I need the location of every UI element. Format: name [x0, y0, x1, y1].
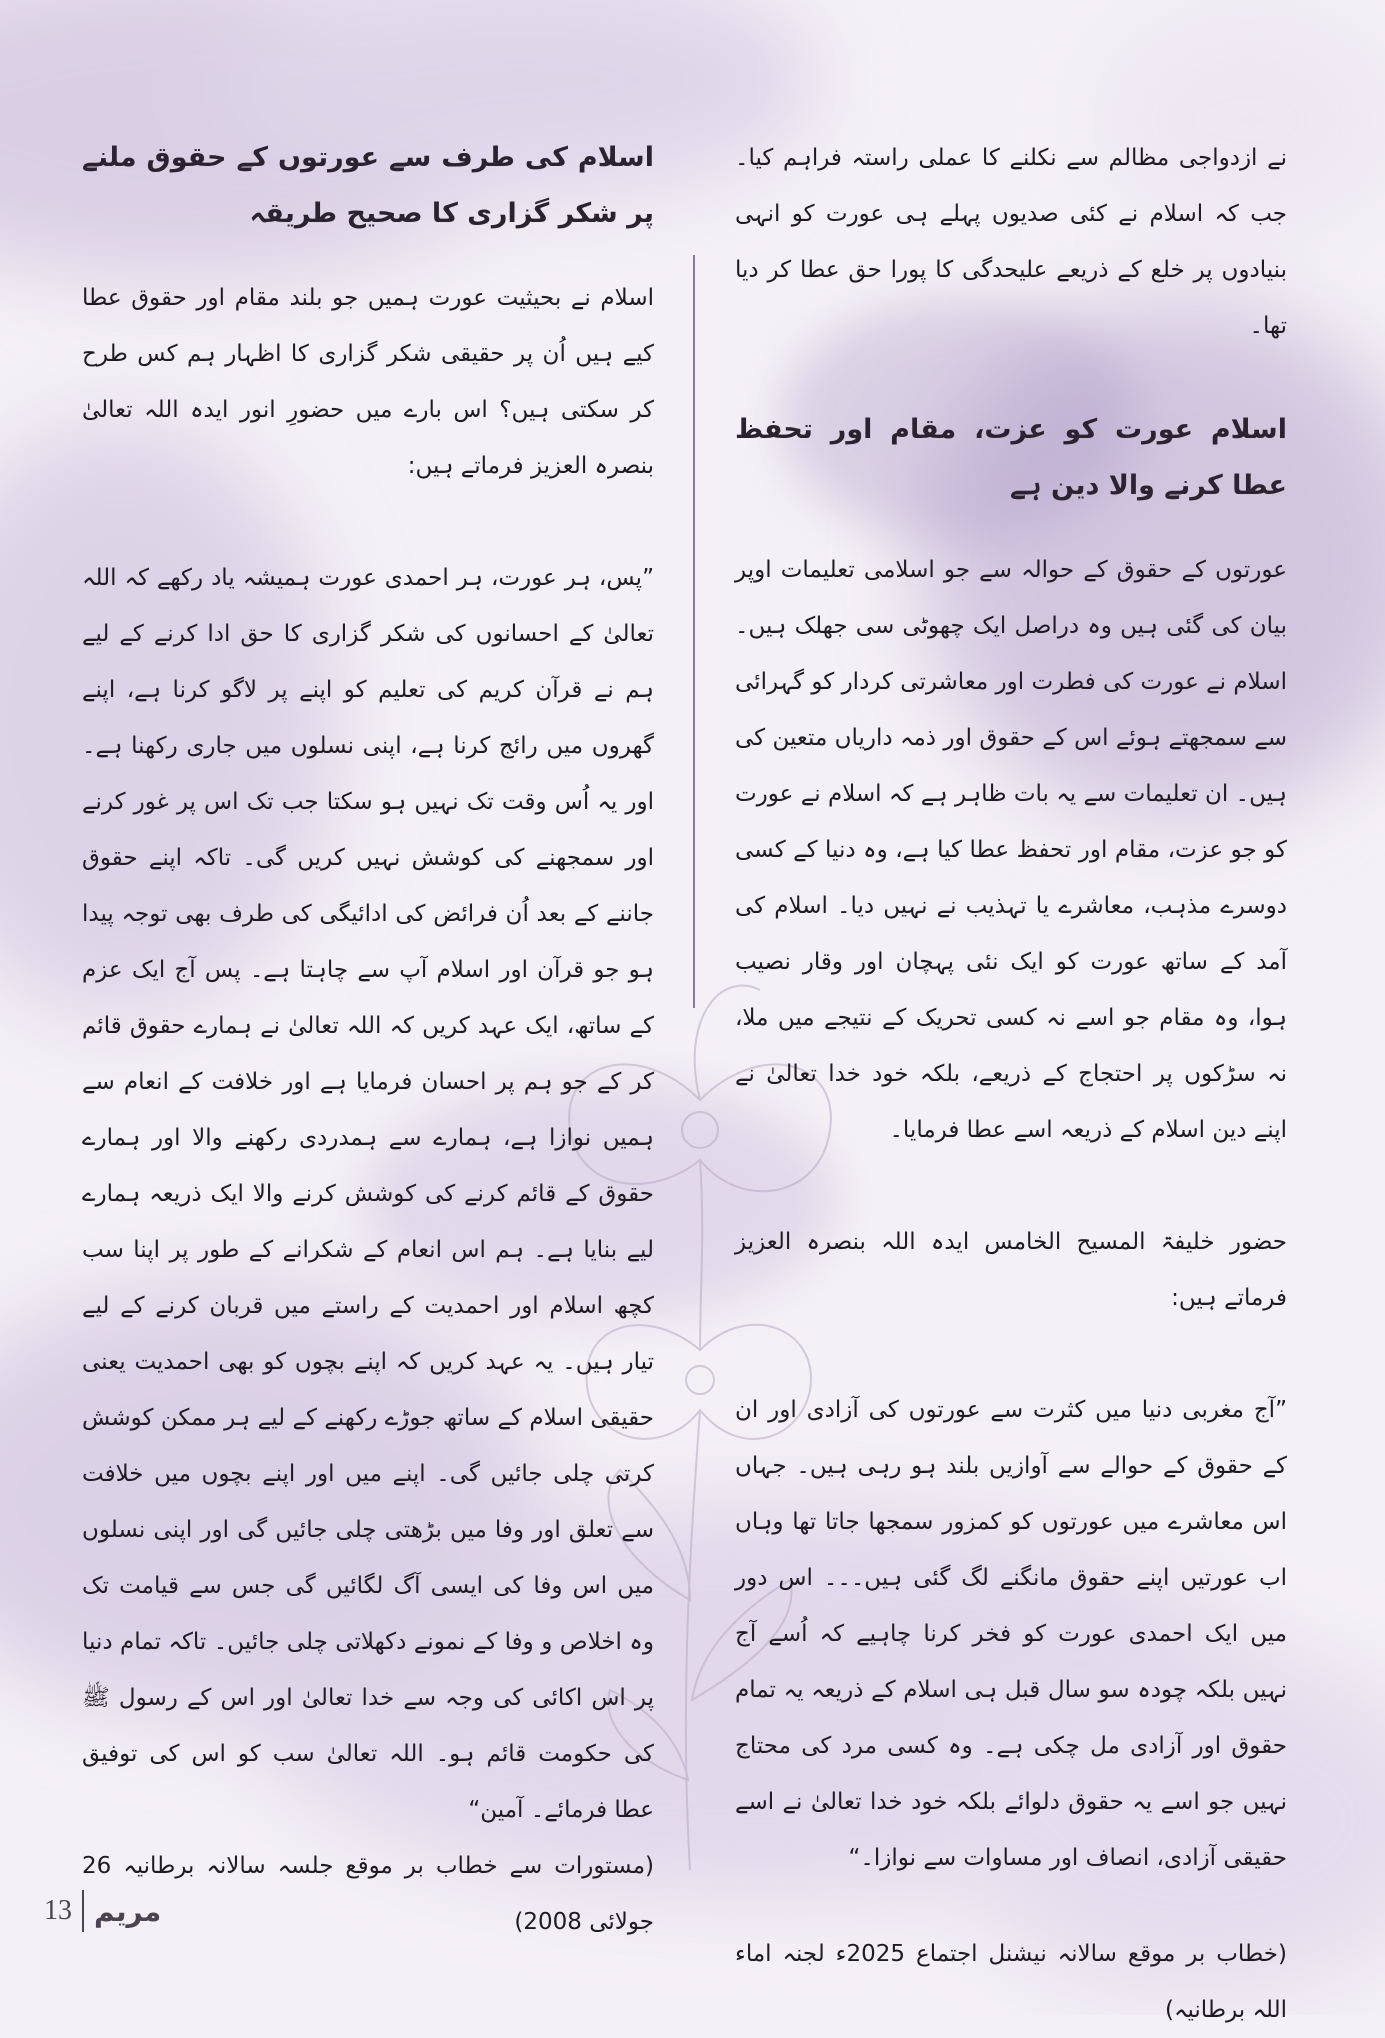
- column-divider: [693, 255, 695, 1008]
- magazine-name: مریم: [94, 1894, 162, 1928]
- left-quote-source: (مستورات سے خطاب بر موقع جلسہ سالانہ برطانیہ 26 جولائی 2008): [82, 1853, 654, 1935]
- left-column: [82, 130, 654, 1950]
- page-number: 13: [44, 1895, 72, 1926]
- right-quote: ”آج مغربی دنیا میں کثرت سے عورتوں کی آزادی اور ان کے حقوق کے حوالے سے آوازیں بلند ہو رہی ہیں۔ جہاں اس معاشرے میں عورتوں کو کمزور سمجھا جاتا تھا وہاں اب عورتیں اپنے حقوق مانگنے لگ گئی ہیں۔۔۔ اس دور میں ایک احمدی عورت کو فخر کرنا چاہیے کہ اُسے آج نہیں بلکہ چودہ سو سال قبل ہی اسلام کے ذریعہ یہ تمام حقوق اور آزادی مل چکی ہے۔ وہ کسی مرد کی محتاج نہیں جو اسے یہ حقوق دلوائے بلکہ خود خدا تعالیٰ نے اسے حقیقی آزادی، انصاف اور مساوات سے نوازا۔“: [735, 1397, 1287, 1871]
- right-quote-source: (خطاب بر موقع سالانہ نیشنل اجتماع 2025ء لجنہ اماء اللہ برطانیہ): [735, 1941, 1287, 2023]
- left-intro-paragraph: اسلام نے بحیثیت عورت ہمیں جو بلند مقام اور حقوق عطا کیے ہیں اُن پر حقیقی شکر گزاری کا اظہار ہم کس طرح کر سکتی ہیں؟ اس بارے میں حضورِ انور ایدہ اللہ تعالیٰ بنصرہ العزیز فرماتے ہیں:: [82, 285, 654, 479]
- right-body-paragraph: عورتوں کے حقوق کے حوالہ سے جو اسلامی تعلیمات اوپر بیان کی گئی ہیں وہ دراصل ایک چھوٹی سی جھلک ہیں۔ اسلام نے عورت کی فطرت اور معاشرتی کردار کو گہرائی سے سمجھتے ہوئے اس کے حقوق اور ذمہ داریاں متعین کی ہیں۔ ان تعلیمات سے یہ بات ظاہر ہے کہ اسلام نے عورت کو جو عزت، مقام اور تحفظ عطا کیا ہے، وہ دنیا کے کسی دوسرے مذہب، معاشرے یا تہذیب نے نہیں دیا۔ اسلام کی آمد کے ساتھ عورت کو ایک نئی پہچان اور وقار نصیب ہوا، وہ مقام جو اسے نہ کسی تحریک کے نتیجے میں ملا، نہ سڑکوں پر احتجاج کے ذریعے، بلکہ خود خدا تعالیٰ نے اپنے دین اسلام کے ذریعہ اسے عطا فرمایا۔: [735, 557, 1287, 1143]
- right-attribution: حضور خلیفۃ المسیح الخامس ایدہ اللہ بنصرہ العزیز فرماتے ہیں:: [735, 1229, 1287, 1311]
- right-section-heading: اسلام عورت کو عزت، مقام اور تحفظ عطا کرنے والا دین ہے: [735, 414, 1287, 501]
- right-column: [735, 130, 1287, 2038]
- right-intro-paragraph: نے ازدواجی مظالم سے نکلنے کا عملی راستہ فراہم کیا۔ جب کہ اسلام نے کئی صدیوں پہلے ہی عورت کو انہی بنیادوں پر خلع کے ذریعے علیحدگی کا پورا حق عطا کر دیا تھا۔: [735, 145, 1287, 339]
- left-section-heading: اسلام کی طرف سے عورتوں کے حقوق ملنے پر شکر گزاری کا صحیح طریقہ: [82, 142, 654, 229]
- footer-divider: [82, 1890, 84, 1932]
- page-footer: [44, 1888, 161, 1934]
- left-quote: ”پس، ہر عورت، ہر احمدی عورت ہمیشہ یاد رکھے کہ اللہ تعالیٰ کے احسانوں کی شکر گزاری کا حق ادا کرنے کے لیے ہم نے قرآن کریم کی تعلیم کو اپنے پر لاگو کرنا ہے، اپنے گھروں میں رائج کرنا ہے، اپنی نسلوں میں جاری رکھنا ہے۔ اور یہ اُس وقت تک نہیں ہو سکتا جب تک اس پر غور کرنے اور سمجھنے کی کوشش نہیں کریں گی۔ تاکہ اپنے حقوق جاننے کے بعد اُن فرائض کی ادائیگی کی طرف بھی توجہ پیدا ہو جو قرآن اور اسلام آپ سے چاہتا ہے۔ پس آج ایک عزم کے ساتھ، ایک عہد کریں کہ اللہ تعالیٰ نے ہمارے حقوق قائم کر کے جو ہم پر احسان فرمایا ہے اور خلافت کے انعام سے ہمیں نوازا ہے، ہمارے سے ہمدردی رکھنے والا اور ہمارے حقوق کے قائم کرنے کی کوشش کرنے والا ایک ذریعہ ہمارے لیے بنایا ہے۔ ہم اس انعام کے شکرانے کے طور پر اپنا سب کچھ اسلام اور احمدیت کے راستے میں قربان کرنے کے لیے تیار ہیں۔ یہ عہد کریں کہ اپنے بچوں کو بھی احمدیت یعنی حقیقی اسلام کے ساتھ جوڑے رکھنے کے لیے ہر ممکن کوشش کرتی چلی جائیں گی۔ اپنے میں اور اپنے بچوں میں خلافت سے تعلق اور وفا میں بڑھتی چلی جائیں گی اور اپنی نسلوں میں اس وفا کی ایسی آگ لگائیں گی جس سے قیامت تک وہ اخلاص و وفا کے نمونے دکھلاتی چلی جائیں۔ تاکہ تمام دنیا پر اس اکائی کی وجہ سے خدا تعالیٰ اور اس کے رسول ﷺ کی حکومت قائم ہو۔ اللہ تعالیٰ سب کو اس کی توفیق عطا فرمائے۔ آمین“: [82, 565, 654, 1823]
